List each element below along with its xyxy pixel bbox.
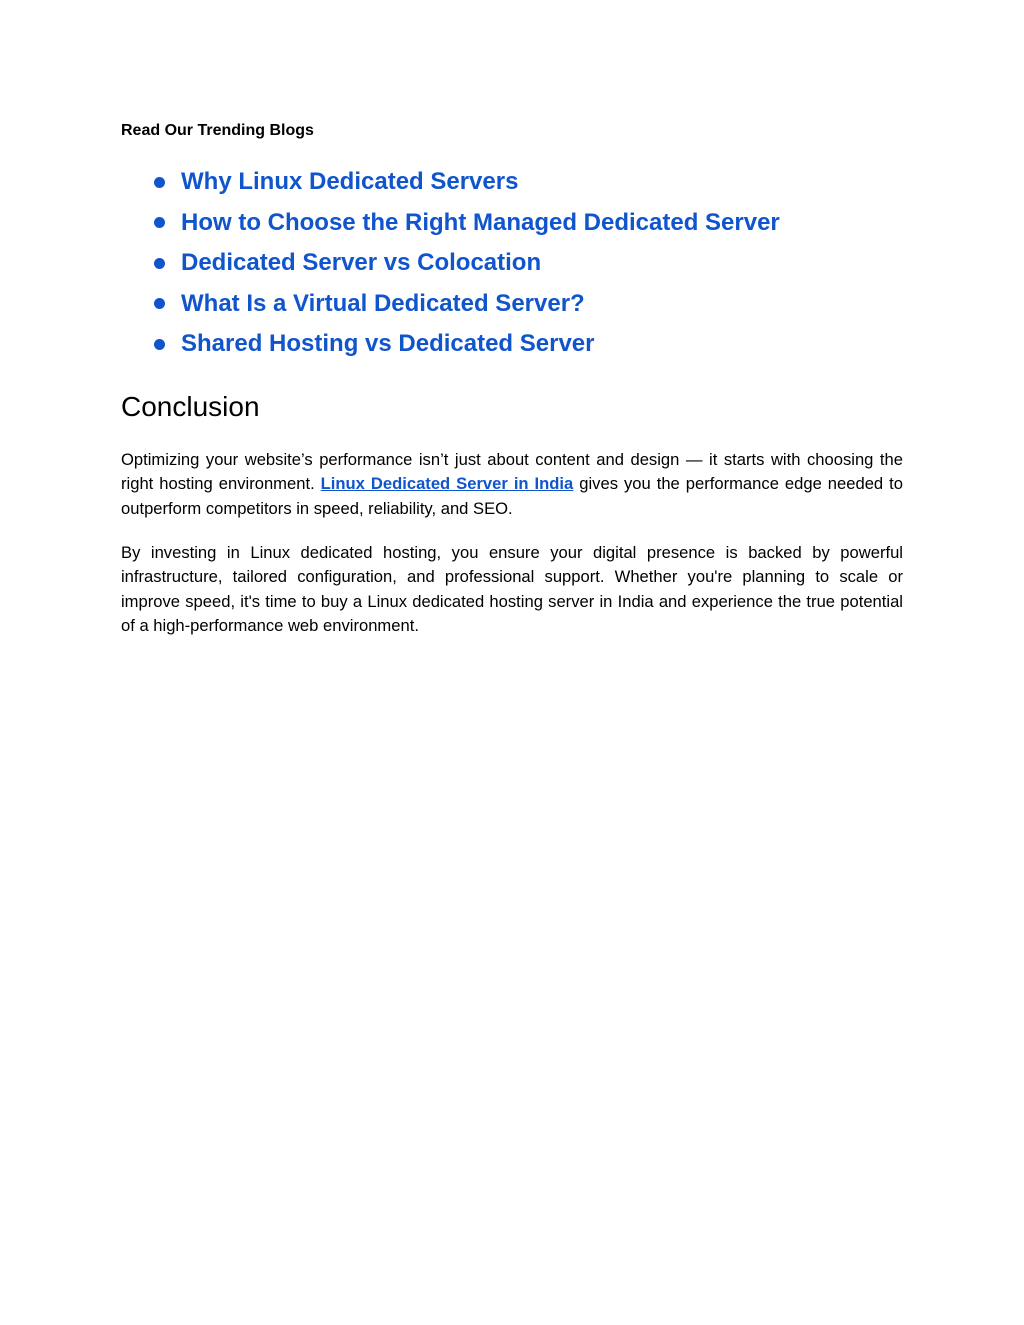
blog-link-choose-managed-dedicated-server[interactable]: How to Choose the Right Managed Dedicated Server: [181, 208, 780, 236]
list-item: [121, 324, 903, 365]
linux-dedicated-server-india-link[interactable]: Linux Dedicated Server in India: [320, 474, 574, 494]
bullet-dot-icon: [154, 258, 165, 269]
list-item: [121, 162, 903, 203]
bullet-dot-icon: [154, 217, 165, 228]
trending-blogs-list: [121, 162, 903, 365]
paragraph-text: gives you the performance edge needed to outperform competitors in speed, reliability, and SEO.: [121, 474, 903, 518]
list-item: [121, 203, 903, 244]
conclusion-paragraph-2: By investing in Linux dedicated hosting, you ensure your digital presence is backed by powerful infrastructure, tailored configuration, and professional support. Whether you're planning to scale or improve speed, it's time to buy a Linux dedicated hosting server in India and experience the true potential of a high-performance web environment.: [121, 543, 903, 636]
blog-link-why-linux-dedicated-servers[interactable]: Why Linux Dedicated Servers: [181, 168, 519, 196]
bullet-dot-icon: [154, 298, 165, 309]
bullet-dot-icon: [154, 339, 165, 350]
conclusion-heading: Conclusion: [121, 391, 260, 422]
blog-link-dedicated-vs-colocation[interactable]: Dedicated Server vs Colocation: [181, 249, 542, 277]
list-item: [121, 243, 903, 284]
paragraph-text: Optimizing your website’s performance isn’t just about content and design — it starts with choosing the right hosting environment.: [121, 450, 903, 494]
bullet-dot-icon: [154, 177, 165, 188]
list-item: [121, 284, 903, 325]
blog-link-shared-vs-dedicated[interactable]: Shared Hosting vs Dedicated Server: [181, 330, 595, 358]
trending-blogs-heading: Read Our Trending Blogs: [121, 122, 314, 139]
blog-link-virtual-dedicated-server[interactable]: What Is a Virtual Dedicated Server?: [181, 289, 585, 317]
conclusion-paragraph-1: [121, 448, 903, 521]
